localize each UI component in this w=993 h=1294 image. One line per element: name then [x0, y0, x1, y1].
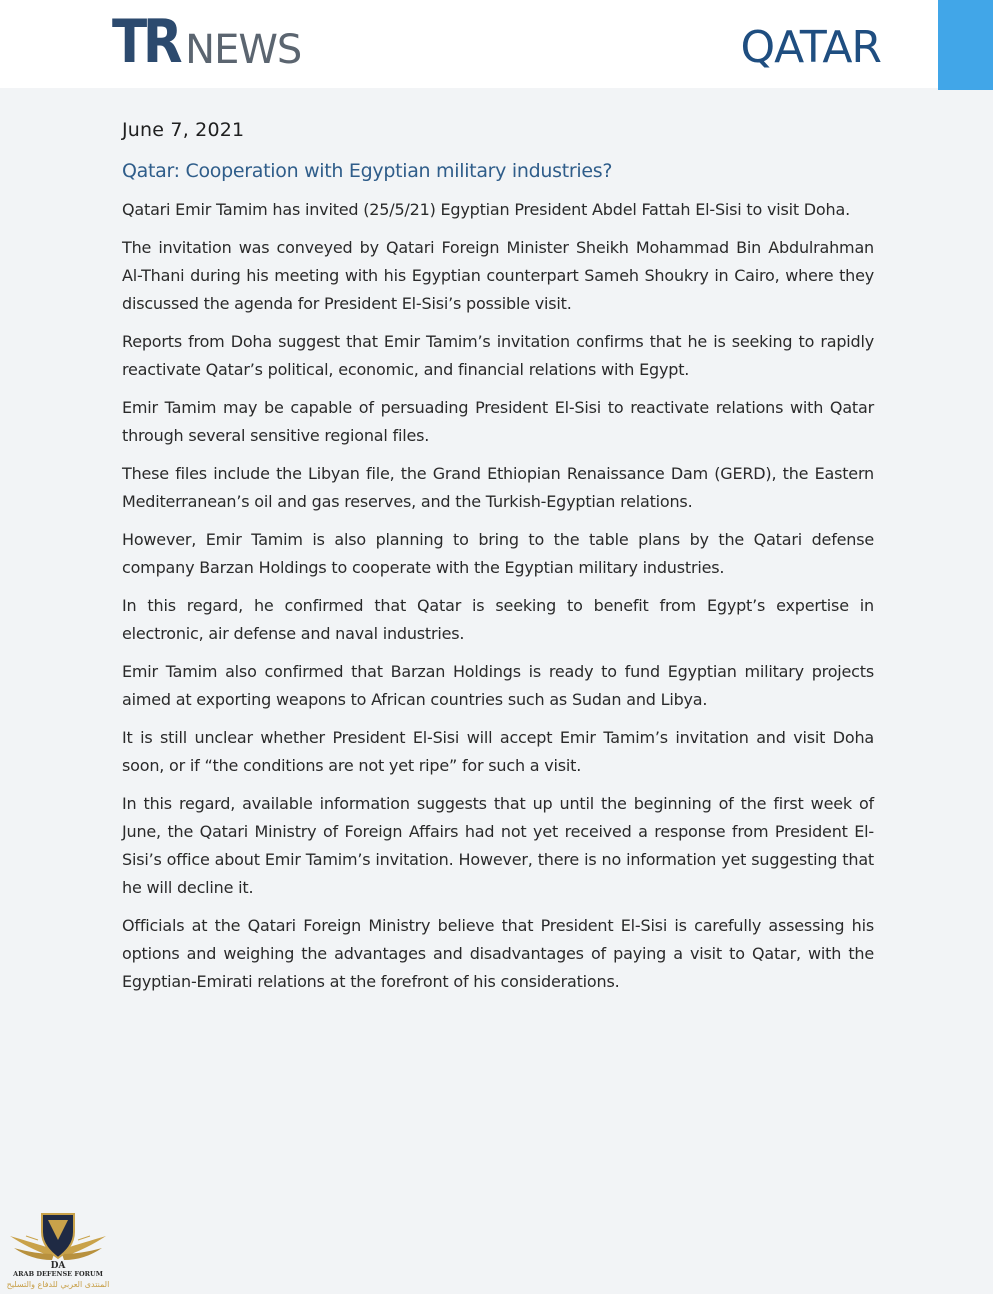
- page-header: [0, 0, 993, 88]
- article-body: [122, 196, 874, 996]
- article-paragraph: It is still unclear whether President El-Sisi will accept Emir Tamim’s invitation and visit Doha soon, or if “the conditions are not yet ripe” for such a visit.: [122, 728, 874, 776]
- article: [122, 118, 874, 1006]
- watermark-name-en: ARAB DEFENSE FORUM: [13, 1270, 103, 1278]
- article-paragraph: Reports from Doha suggest that Emir Tamim’s invitation confirms that he is seeking to rapidly reactivate Qatar’s political, economic, and financial relations with Egypt.: [122, 332, 874, 380]
- watermark-name-ar: المنتدى العربي للدفاع والتسليح: [6, 1280, 110, 1289]
- article-date: June 7, 2021: [122, 119, 245, 141]
- article-paragraph: The invitation was conveyed by Qatari Foreign Minister Sheikh Mohammad Bin Abdulrahman Al-Thani during his meeting with his Egyptian counterpart Sameh Shoukry in Cairo, where they discussed the agenda for President El-Sisi’s possible visit.: [122, 238, 874, 314]
- article-paragraph: In this regard, available information suggests that up until the beginning of the first week of June, the Qatari Ministry of Foreign Affairs had not yet received a response from President El-Sisi’s office about Emir Tamim’s invitation. However, there is no information yet suggesting that he will decline it.: [122, 794, 874, 898]
- tr-news-logo: [112, 7, 302, 77]
- article-paragraph: Emir Tamim also confirmed that Barzan Holdings is ready to fund Egyptian military projects aimed at exporting weapons to African countries such as Sudan and Libya.: [122, 662, 874, 710]
- logo-news-text: NEWS: [185, 27, 302, 73]
- article-paragraph: Officials at the Qatari Foreign Ministry believe that President El-Sisi is carefully assessing his options and weighing the advantages and disadvantages of paying a visit to Qatar, with the Egyptian-Emirati relations at the forefront of his considerations.: [122, 916, 874, 992]
- logo-tr-text: TR: [112, 7, 179, 77]
- article-paragraph: These files include the Libyan file, the Grand Ethiopian Renaissance Dam (GERD), the Eastern Mediterranean’s oil and gas reserves, and the Turkish-Egyptian relations.: [122, 464, 874, 512]
- accent-bar: [938, 0, 993, 90]
- article-paragraph: However, Emir Tamim is also planning to bring to the table plans by the Qatari defense company Barzan Holdings to cooperate with the Egyptian military industries.: [122, 530, 874, 578]
- shield-wings-icon: [4, 1206, 112, 1272]
- watermark-initials: DA: [50, 1261, 66, 1271]
- article-title: Qatar: Cooperation with Egyptian military industries?: [122, 159, 613, 182]
- arab-defense-forum-watermark: [4, 1206, 112, 1294]
- article-paragraph: In this regard, he confirmed that Qatar is seeking to benefit from Egypt’s expertise in electronic, air defense and naval industries.: [122, 596, 874, 644]
- article-paragraph: Qatari Emir Tamim has invited (25/5/21) Egyptian President Abdel Fattah El-Sisi to visit Doha.: [122, 200, 850, 220]
- section-label: QATAR: [740, 22, 881, 73]
- article-paragraph: Emir Tamim may be capable of persuading President El-Sisi to reactivate relations with Qatar through several sensitive regional files.: [122, 398, 874, 446]
